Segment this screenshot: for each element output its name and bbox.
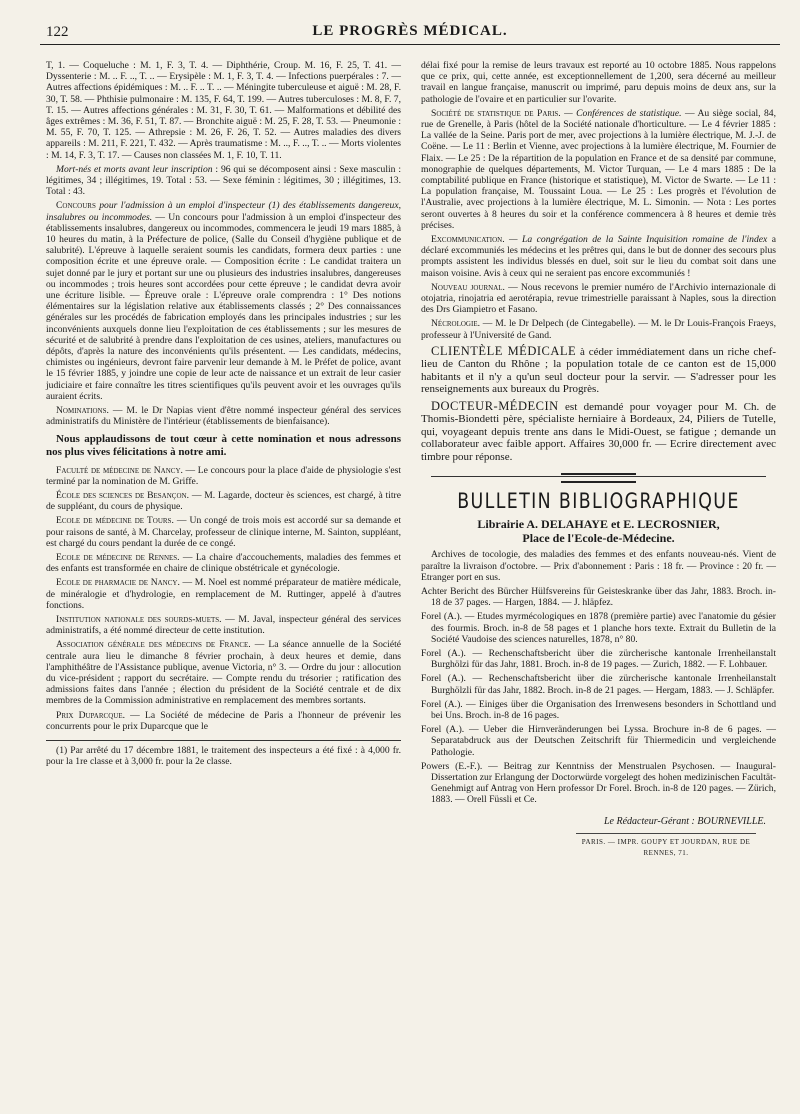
prix-duparcque-paragraph <box>46 710 401 732</box>
nancy-paragraph <box>46 465 401 487</box>
footnote-1: (1) Par arrêté du 17 décembre 1881, le traitement des inspecteurs a été fixé : à 4,000 fr. pour la 1re classe et à 3,000 fr. pour la 2e classe. <box>46 744 401 768</box>
bibliography-list <box>421 586 776 806</box>
prix-continuation: délai fixé pour la remise de leurs travaux est reporté au 10 octobre 1885. Nous rappelons que ce prix, qui, cette année, est exceptionnellement de 1,200, sera décerné au meilleur travail en langue française, manuscrit ou imprimé, paru depuis moins de deux ans, sur la pathologie de l'ovaire et en particulier sur l'ovarite. <box>421 60 776 105</box>
page-number: 122 <box>46 24 69 40</box>
excommunication-text: a déclaré excommuniés les médecins et les prêtres qui, dans le but de donner des secours plus prompts assistent les individus blessés en duel, soit sur le lieu du combat soit dans une maison voisine. Avis à ceux qui ne seraient pas encore excommuniés ! <box>421 234 776 279</box>
running-title: LE PROGRÈS MÉDICAL. <box>312 23 508 39</box>
mortnes-paragraph <box>46 164 401 198</box>
clientele-heading: CLIENTÈLE MÉDICALE <box>431 343 577 358</box>
tours-paragraph <box>46 515 401 549</box>
statistique-text: — Au siège social, 84, rue de Grenelle, à Paris (hôtel de la Société nationale d'horticulture. — Le 4 février 1885 : La vallée de la Seine. Paris port de mer, avec projections à la lumière électrique, M. J.-J. de Coëne. — Le 11 : Berlin et Vienne, avec projections à la lumière électrique, M. Fournier de Flaix. — Le 25 : De la répartition de la population en France et de sa densité par commune, monographie de quelques départements, M. Victor Turquan, — Le 4 mars 1885 : De la comptabilité publique en France (historique et statistique), M. Victor de Swarte. — Le 11 : La population française, M. Toussaint Loua. — Le 25 : Les progrès et l'évolution de l'Australie, avec projections à la lumière électrique, M. L. Simonin. — Nota : Les portes seront ouvertes à 8 heures du soir et la conférence commencera à 8 heures et demie très précises. <box>421 107 776 231</box>
bibliography-entry: Forel (A.). — Rechenschaftsbericht über die zürcherische kantonale Irrenheilanstalt Burghölzli für das Jahr, 1882. Broch. in-8 de 21 pages. — Hergam, 1883. — J. Schläpfer. <box>421 673 776 696</box>
prix-duparcque-text: — La Société de médecine de Paris a l'honneur de prévenir les concurrents pour le prix Duparcque que le <box>46 709 402 732</box>
librairie-line: Librairie A. DELAHAYE et E. LECROSNIER, <box>477 517 720 532</box>
bibliography-entry: Achter Bericht des Bürcher Hülfsvereins für Geisteskranke über das Jahr, 1883. Broch. in-18 de 37 pages. — Hargen, 1884. — J. hläpfez. <box>421 585 776 609</box>
docteur-heading: DOCTEUR-MÉDECIN <box>431 398 559 413</box>
prix-duparcque-heading: Prix Duparcque. <box>56 709 125 721</box>
necrologie-paragraph <box>421 318 776 340</box>
docteur-text: est demandé pour voyager pour M. Ch. de Thomis-Biondetti père, spécialiste herniaire à Bordeaux, 24, Piliers de Tutelle, qui, voyageant depuis trente ans dans le Midi-Ouest, se fatigue ; demande un collaborateur avec faible apport. Affaires 30,000 fr. — Ecrire directement avec timbre pour réponse. <box>421 400 776 463</box>
archives-paragraph: Archives de tocologie, des maladies des femmes et des enfants nouveau-nés. Vient de paraître la livraison d'octobre. — Prix d'abonnement : Paris : 18 fr. — Province : 20 fr. — Etranger port en sus. <box>421 549 776 583</box>
excommunication-title: — La congrégation de la Sainte Inquisition romaine de l'index <box>504 234 768 246</box>
besancon-heading: École des sciences de Besançon. <box>56 489 189 501</box>
mortnes-text: : 96 qui se décomposent ainsi : Sexe masculin : légitimes, 34 ; illégitimes, 19. Total : 53. — Sexe féminin : légitimes, 30 ; illégitimes, 13. Total : 43. <box>46 163 401 198</box>
mortnes-label: Mort-nés et morts avant leur inscription <box>56 163 213 175</box>
imprint: PARIS. — IMPR. GOUPY ET JOURDAN, RUE DE RENNES, 71. <box>576 833 756 859</box>
necrologie-text: — M. le Dr Delpech (de Cintegabelle). — M. le Dr Louis-François Fraeys, professeur à l'Université de Gand. <box>421 318 776 341</box>
applause-paragraph: Nous applaudissons de tout cœur à cette nomination et nous adressons nos plus vives félicitations à notre ami. <box>46 432 401 458</box>
necrologie-heading: Nécrologie. <box>431 318 480 330</box>
sourds-muets-paragraph <box>46 614 401 636</box>
bibliography-entry: Forel (A.). — Ueber die Hirnveränderungen bei Lyssa. Brochure in-8 de 6 pages. — Separatabdruck aus der Deutschen Zeitschrift für Thiermedicin und vergleichende Pathologie. <box>421 724 776 758</box>
statistique-title: — Conférences de statistique. <box>560 107 682 119</box>
pharmacie-heading: Ecole de pharmacie de Nancy. <box>56 577 180 589</box>
bulletin-title: BULLETIN BIBLIOGRAPHIQUE <box>457 489 740 514</box>
signature: Le Rédacteur-Gérant : BOURNEVILLE. <box>604 815 766 827</box>
clientele-notice <box>421 345 776 396</box>
excommunication-paragraph <box>421 234 776 279</box>
section-ornament <box>421 471 776 483</box>
nancy-heading: Faculté de médecine de Nancy. <box>56 464 183 476</box>
footnotes <box>46 740 401 767</box>
tours-heading: Ecole de médecine de Tours. <box>56 515 174 527</box>
place-line: Place de l'Ecole-de-Médecine. <box>522 531 675 546</box>
page-header <box>40 22 780 45</box>
right-column <box>421 60 776 859</box>
mortality-statistics: T, 1. — Coqueluche : M. 1, F. 3, T. 4. — Diphthérie, Croup. M. 16, F. 25, T. 41. — Dyssenterie : M. .. F. .., T. .. — Erysipèle : M. 1, F. 3, T. 4. — Infections puerpérales : 7. — Autres affections épidémiques : M. .. F. .. T. .. — Méningite tuberculeuse et aiguë : M. 28, F. 30, T. 58. — Phthisie pulmonaire : M. 135, F. 64, T. 199. — Autres tuberculoses : M. 8, F. 7, T. 15. — Autres affections générales : M. 31, F. 30, T. 61. — Malformations et débilité des âges extrêmes : M. 36, F. 51, T. 87. — Bronchite aiguë : M. 25, F. 28, T. 53. — Pneumonie : M. 55, F. 70, T. 125. — Athrepsie : M. 26, F. 26, T. 52. — Autres maladies des divers appareils : M. 211, F. 221, T. 432. — Après traumatisme : M. .., F. .., T. .. — Morts violentes : M. 14, F. 3, T. 17. — Causes non classées M. 1, F. 10, T. 11. <box>46 60 401 161</box>
bibliography-entry: Powers (E.-F.). — Beitrag zur Kenntniss der Menstrualen Psychosen. — Inaugural-Dissertation zur Erlangung der Doctorwürde vorgelegt des hohen medizinischen Facultät-Genehmigt auf Antrag von Hern professor Dr Forel. Broch. in-8 de 120 pages. — Zürich, 1883. — Orell Füssli et Ce. <box>421 760 776 806</box>
bibliography-entry: Forel (A.). — Etudes myrmécologiques en 1878 (première partie) avec l'anatomie du gésier des fourmis. Broch. in-8 de 58 pages et 1 planche hors texte. Extrait du Bulletin de la Société Vaudoise des sciences naturelles, 1878, n° 80. <box>421 611 776 645</box>
nouveau-journal-heading: Nouveau journal. <box>431 281 505 293</box>
clientele-text: à céder immédiatement dans un riche chef-lieu de Canton du Rhône ; la population totale de ce canton est de 15,000 habitants et il n'y a qu'un seul docteur pour la servir. — S'adresser pour les renseignements aux bureaux du Progrès. <box>421 345 776 396</box>
docteur-notice <box>421 400 776 464</box>
excommunication-heading: Excommunication. <box>431 234 505 246</box>
sourds-muets-heading: Institution nationale des sourds-muets. <box>56 613 222 625</box>
rennes-heading: Ecole de médecine de Rennes. <box>56 551 180 563</box>
nouveau-journal-text: — Nous recevons le premier numéro de l'Archivio internazionale di otojatria, rinojatria ed aerotérapia, revue trimestrielle paraissant à Naples, sous la direction des Drs Giampietro et Fasano. <box>421 281 777 316</box>
bibliography-entry: Forel (A.). — Rechenschaftsbericht über die zürcherische kantonale Irrenheilanstalt Burghölzi für das Jahr, 1881. Broch. in-8 de 19 pages. — Zurich, 1882. — F. Lohbauer. <box>421 648 776 671</box>
nominations-text: — M. le Dr Napias vient d'être nommé inspecteur général des services administratifs du Ministère de l'intérieur (établissements de bienfaisance). <box>46 405 401 428</box>
besancon-paragraph <box>46 490 401 512</box>
pharmacie-paragraph <box>46 577 401 611</box>
association-paragraph <box>46 639 401 706</box>
nominations-paragraph <box>46 405 401 427</box>
left-column <box>46 60 401 770</box>
nominations-heading: Nominations. <box>56 405 109 417</box>
rennes-text: — La chaire d'accouchements, maladies des femmes et des enfants est transformée en chaire de clinique obstétricale et gynécologie. <box>46 551 401 575</box>
nancy-text: — Le concours pour la place d'aide de physiologie s'est terminé par la nomination de M. Griffe. <box>46 464 401 487</box>
concours-text: — Un concours pour l'admission à un emploi d'inspecteur des établissements insalubres, dangereux ou incommodes, commencera le jeudi 19 mars 1885, à 10 heures du matin, à la Préfecture de police, (Salle du Conseil d'hygiène publique et de salubrité). L'épreuve à laquelle seraient soumis les candidats, formera deux parties : une composition écrite et une épreuve orale. — Composition écrite : Le candidat traitera un sujet donné par le jury et portant sur une ou plusieurs des industries insalubres, dangereuses ou incommodes ; trois heures sont accordées pour cette épreuve ; le candidat devra avoir une écriture lisible. — Épreuve orale : L'épreuve orale comprendra : 1° Des notions élémentaires sur la législation relative aux établissements classés ; 2° Des connaissances générales sur les procédés de fabrication employés dans les principales industries ; sur les inconvénients auxquels donne lieu l'exploitation de ces établissements ; sur les mesures de sécurité et de salubrité à prendre dans l'exploitation de ces usines, ateliers, manufactures ou dépôts, d'après la nature des inconvénients qu'ils présentent. — Les candidats, médecins, chimistes ou ingénieurs, devront faire parvenir leur demande à M. le Préfet de police, avant le 15 février 1885, y joindre une copie de leur acte de naissance et un extrait de leur casier judiciaire et faire connaître les titres scientifiques qu'ils peuvent avoir et les ouvrages qu'ils auraient écrits. <box>46 211 402 402</box>
nouveau-journal-paragraph <box>421 282 776 316</box>
bibliography-entry: Forel (A.). — Einiges über die Organisation des Irrenwesens besonders in Schottland und bei Uns. Broch. in-8 de 16 pages. <box>421 698 776 722</box>
statistique-paragraph <box>421 108 776 231</box>
statistique-heading: Société de statistique de Paris. <box>431 107 561 119</box>
besancon-text: — M. Lagarde, docteur ès sciences, est chargé, à titre de suppléant, du cours de physique. <box>46 489 402 513</box>
pharmacie-text: — M. Noel est nommé préparateur de matière médicale, de minéralogie et d'hydrologie, en remplacement de M. Ruttinger, appelé à d'autres fonctions. <box>46 577 402 611</box>
sourds-muets-text: — M. Javal, inspecteur général des services administratifs, a été nommé directeur de cette institution. <box>46 613 401 637</box>
concours-paragraph <box>46 200 401 402</box>
concours-title: pour l'admission à un emploi d'inspecteur (1) des établissements dangereux, insalubres ou incommodes. <box>46 200 401 223</box>
association-heading: Association générale des médecins de France. <box>56 639 251 651</box>
rennes-paragraph <box>46 552 401 574</box>
concours-heading: Concours <box>56 200 96 212</box>
tours-text: — Un congé de trois mois est accordé sur sa demande et pour raisons de santé, à M. Charcelay, professeur de clinique interne, M. Sainton, suppléant, est chargé du cours pendant la durée de ce congé. <box>46 515 401 549</box>
association-text: — La séance annuelle de la Société centrale aura lieu le dimanche 8 février prochain, à deux heures et demie, dans l'amphithéâtre de l'Assistance publique, avenue Victoria, n° 3. — Ordre du jour : allocution du vice-président ; rapport du secrétaire. — Compte rendu du trésorier ; ratification des admissions faites dans l'année ; élection du président de la Société centrale et de dix membres de la Commission administrative en remplacement des membres sortants. <box>46 639 401 707</box>
